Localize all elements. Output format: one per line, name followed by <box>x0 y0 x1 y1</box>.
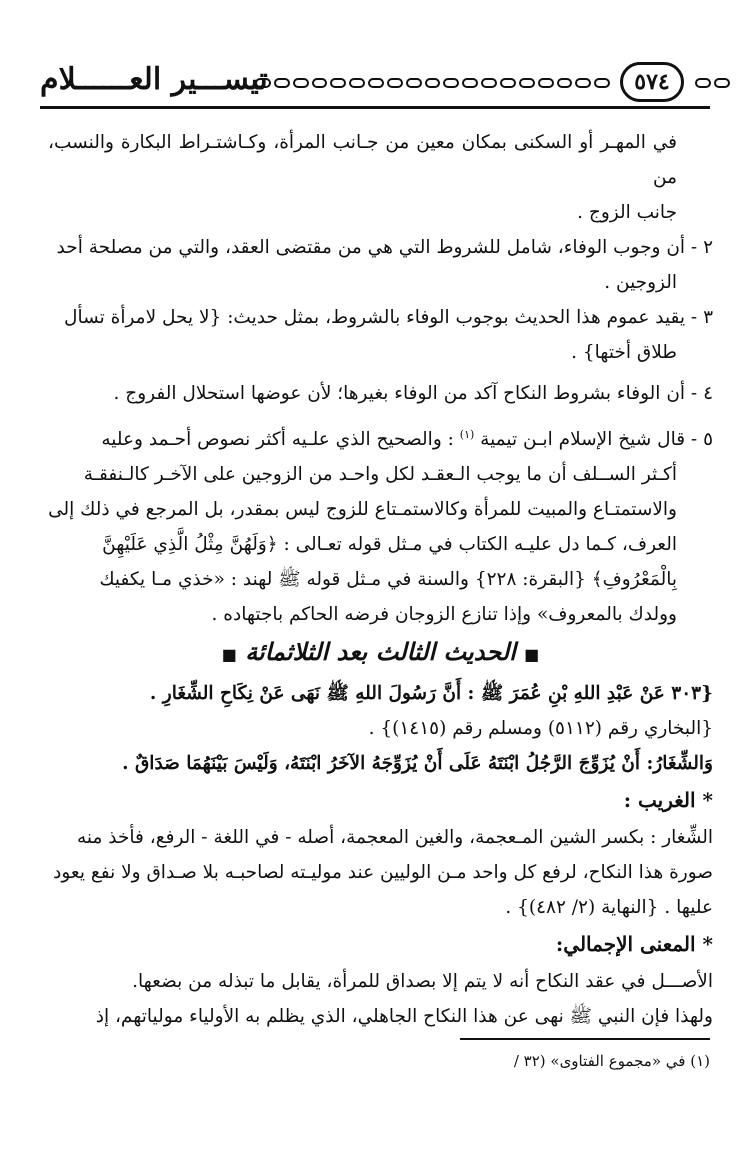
footnote: (١) في «مجموع الفتاوى» (٣٢ / <box>513 1052 710 1070</box>
text-line: أكـثر الســلف أن ما يوجب الـعقـد لكل واحـد من الزوجين على الآخـر كالـنفقـة <box>83 464 677 486</box>
numbered-point-5 <box>48 417 713 457</box>
text-line: العرف، كـما دل عليـه الكتاب في مـثل قوله تعـالى : ﴿وَلَهُنَّ مِثْلُ الَّذِي عَلَيْهِنَّ <box>102 534 677 556</box>
text-segment: ٥ - قال شيخ الإسلام ابـن تيمية <box>480 429 713 451</box>
text-line: الشِّغار : بكسر الشين المـعجمة، والغين المعجمة، أصله - في اللغة - الرفع، فأخذ منه <box>76 827 713 849</box>
decorative-chain <box>255 78 610 94</box>
hadith-source: {البخاري رقم (٥١١٢) ومسلم رقم (١٤١٥)} . <box>368 718 713 740</box>
square-mark-right: ■ <box>524 645 540 665</box>
text-line: ولهذا فإن النبي ﷺ نهى عن هذا النكاح الجاهلي، الذي يظلم به الأولياء مولياتهم، إذ <box>95 1006 713 1028</box>
page-header <box>40 60 710 110</box>
page-number: ٥٧٤ <box>620 62 684 102</box>
hadith-title-text: الحديث الثالث بعد الثلاثمائة <box>245 637 516 667</box>
text-line: بِالْمَعْرُوفِ﴾ {البقرة: ٢٢٨} والسنة في مـثل قوله ﷺ لهند : «خذي مـا يكفيك <box>99 569 677 591</box>
footnote-ref: (١) <box>459 428 475 441</box>
decorative-chain-right <box>695 78 735 94</box>
text-line: الزوجين . <box>604 272 677 293</box>
square-mark-left: ■ <box>221 645 237 665</box>
page-body <box>48 125 713 1034</box>
hadith-definition: وَالشِّغَارُ: أَنْ يُزَوِّجَ الرَّجُلُ ابْنَتَهُ عَلَى أَنْ يُزَوِّجَهُ الآخَرُ ابْنَتَهُ، وَلَيْسَ بَيْنَهُمَا صَدَاقٌ . <box>122 753 713 775</box>
hadith-title <box>48 634 713 672</box>
text-line: الأصـــل في عقد النكاح أنه لا يتم إلا بصداق للمرأة، يقابل ما تبذله من بضعها. <box>132 971 713 993</box>
text-line: وولدك بالمعروف» وإذا تنازع الزوجان فرضه الحاكم باجتهاده . <box>211 604 677 626</box>
text-segment: : والصحيح الذي علـيه أكثر نصوص أحـمد وعليه <box>101 429 454 451</box>
hadith-text: {٣٠٣ عَنْ عَبْدِ اللهِ بْنِ عُمَرَ ﷺ : أَنَّ رَسُولَ اللهِ ﷺ نَهَى عَنْ نِكَاحِ الشِّغَارِ . <box>149 683 713 705</box>
section-heading-gharib: * الغريب : <box>623 788 713 813</box>
footnote-rule <box>460 1038 710 1040</box>
numbered-point-4: ٤ - أن الوفاء بشروط النكاح آكد من الوفاء بغيرها؛ لأن عوضها استحلال الفروج . <box>113 383 713 404</box>
header-rule <box>40 106 710 109</box>
numbered-point-3: ٣ - يقيد عموم هذا الحديث بوجوب الوفاء بالشروط، بمثل حديث: {لا يحل لامرأة تسأل <box>64 307 713 328</box>
text-line: عليها . {النهاية (٢/ ٤٨٢)} . <box>505 897 713 919</box>
text-line: طلاق أختها} . <box>571 342 677 363</box>
text-line: والاستمتـاع والمبيت للمرأة وكالاستمـتاع للزوج ليس بمقدر، بل المرجع في ذلك إلى <box>48 499 677 521</box>
text-line: في المهـر أو السكنى بمكان معين من جـانب المرأة، وكـاشتـراط البكارة والنسب، من <box>48 132 677 188</box>
text-line: صورة هذا النكاح، لرفع كل واحد مـن الوليين عند موليـته لصاحبـه بلا صـداق ولا نفع يعود <box>53 862 713 884</box>
book-title: تيســـير العــــــلام <box>40 62 268 97</box>
text-line: جانب الزوج . <box>577 202 677 223</box>
section-heading-ijmali: * المعنى الإجمالي: <box>555 932 713 957</box>
numbered-point-2: ٢ - أن وجوب الوفاء، شامل للشروط التي هي من مقتضى العقد، والتي من مصلحة أحد <box>56 237 713 258</box>
